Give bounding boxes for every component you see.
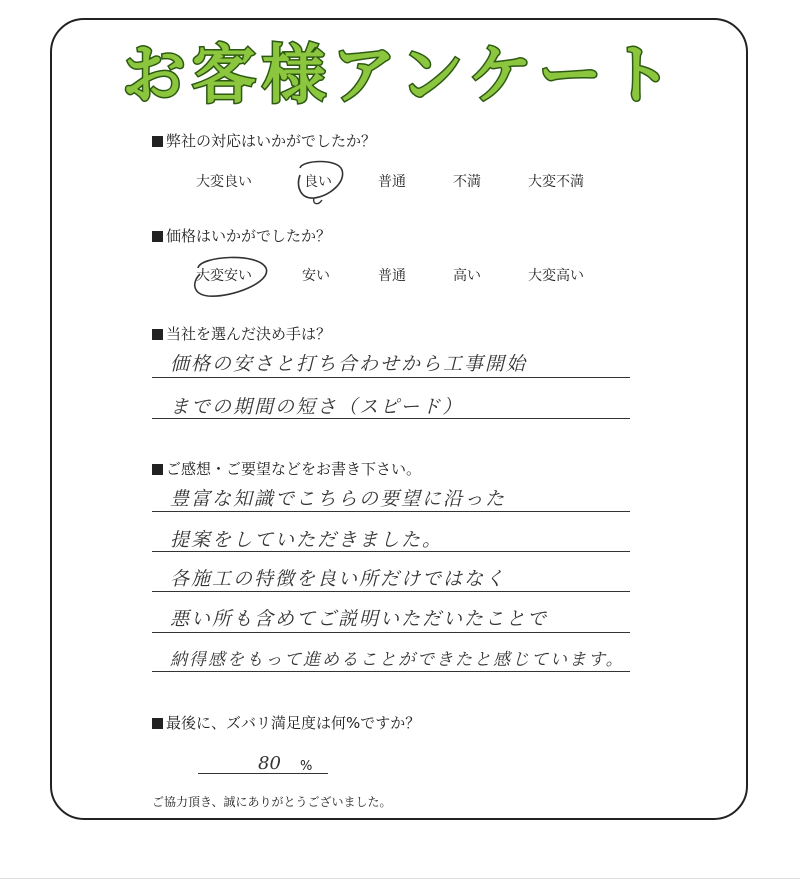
- q4-answer-line-2: 提案をしていただきました。: [170, 529, 444, 551]
- question-1-label: 弊社の対応はいかがでしたか？: [166, 132, 377, 150]
- percent-unit: %: [300, 759, 313, 774]
- q1-option-2[interactable]: 良い: [304, 174, 332, 190]
- q3-answer-line-1: 価格の安さと打ち合わせから工事開始: [170, 353, 528, 375]
- question-3-label: 当社を選んだ決め手は？: [166, 325, 332, 343]
- q1-option-4[interactable]: 不満: [453, 174, 481, 190]
- q2-option-3[interactable]: 普通: [378, 268, 406, 284]
- question-5-label: 最後に、ズバリ満足度は何%ですか？: [166, 714, 421, 732]
- thanks-message: ご協力頂き、誠にありがとうございました。: [152, 795, 392, 809]
- q4-answer-line-3: 各施工の特徴を良い所だけではなく: [170, 568, 507, 590]
- question-2-label: 価格はいかがでしたか？: [166, 227, 332, 245]
- q3-answer-line-2: までの期間の短さ（スピード）: [170, 396, 464, 418]
- page-edge: [0, 878, 800, 879]
- q4-answer-line-5: 納得感をもって進めることができたと感じています。: [170, 650, 625, 670]
- q2-selection-circle: [195, 257, 267, 296]
- q2-option-2[interactable]: 安い: [302, 268, 330, 284]
- q1-option-5[interactable]: 大変不満: [528, 174, 584, 190]
- satisfaction-value[interactable]: 80: [258, 753, 281, 774]
- question-4-label: ご感想・ご要望などをお書き下さい。: [166, 460, 422, 478]
- survey-title: お客様アンケート: [121, 39, 679, 113]
- q2-option-5[interactable]: 大変高い: [528, 268, 584, 284]
- q1-option-3[interactable]: 普通: [378, 174, 406, 190]
- q4-answer-line-1: 豊富な知識でこちらの要望に沿った: [170, 488, 507, 510]
- q1-selection-circle: [299, 162, 343, 199]
- q1-selection-tail: [314, 198, 322, 204]
- q4-answer-line-4: 悪い所も含めてご説明いただいたことで: [170, 608, 549, 630]
- q2-option-1[interactable]: 大変安い: [196, 268, 252, 284]
- q1-option-1[interactable]: 大変良い: [196, 174, 252, 190]
- q2-option-4[interactable]: 高い: [453, 268, 481, 284]
